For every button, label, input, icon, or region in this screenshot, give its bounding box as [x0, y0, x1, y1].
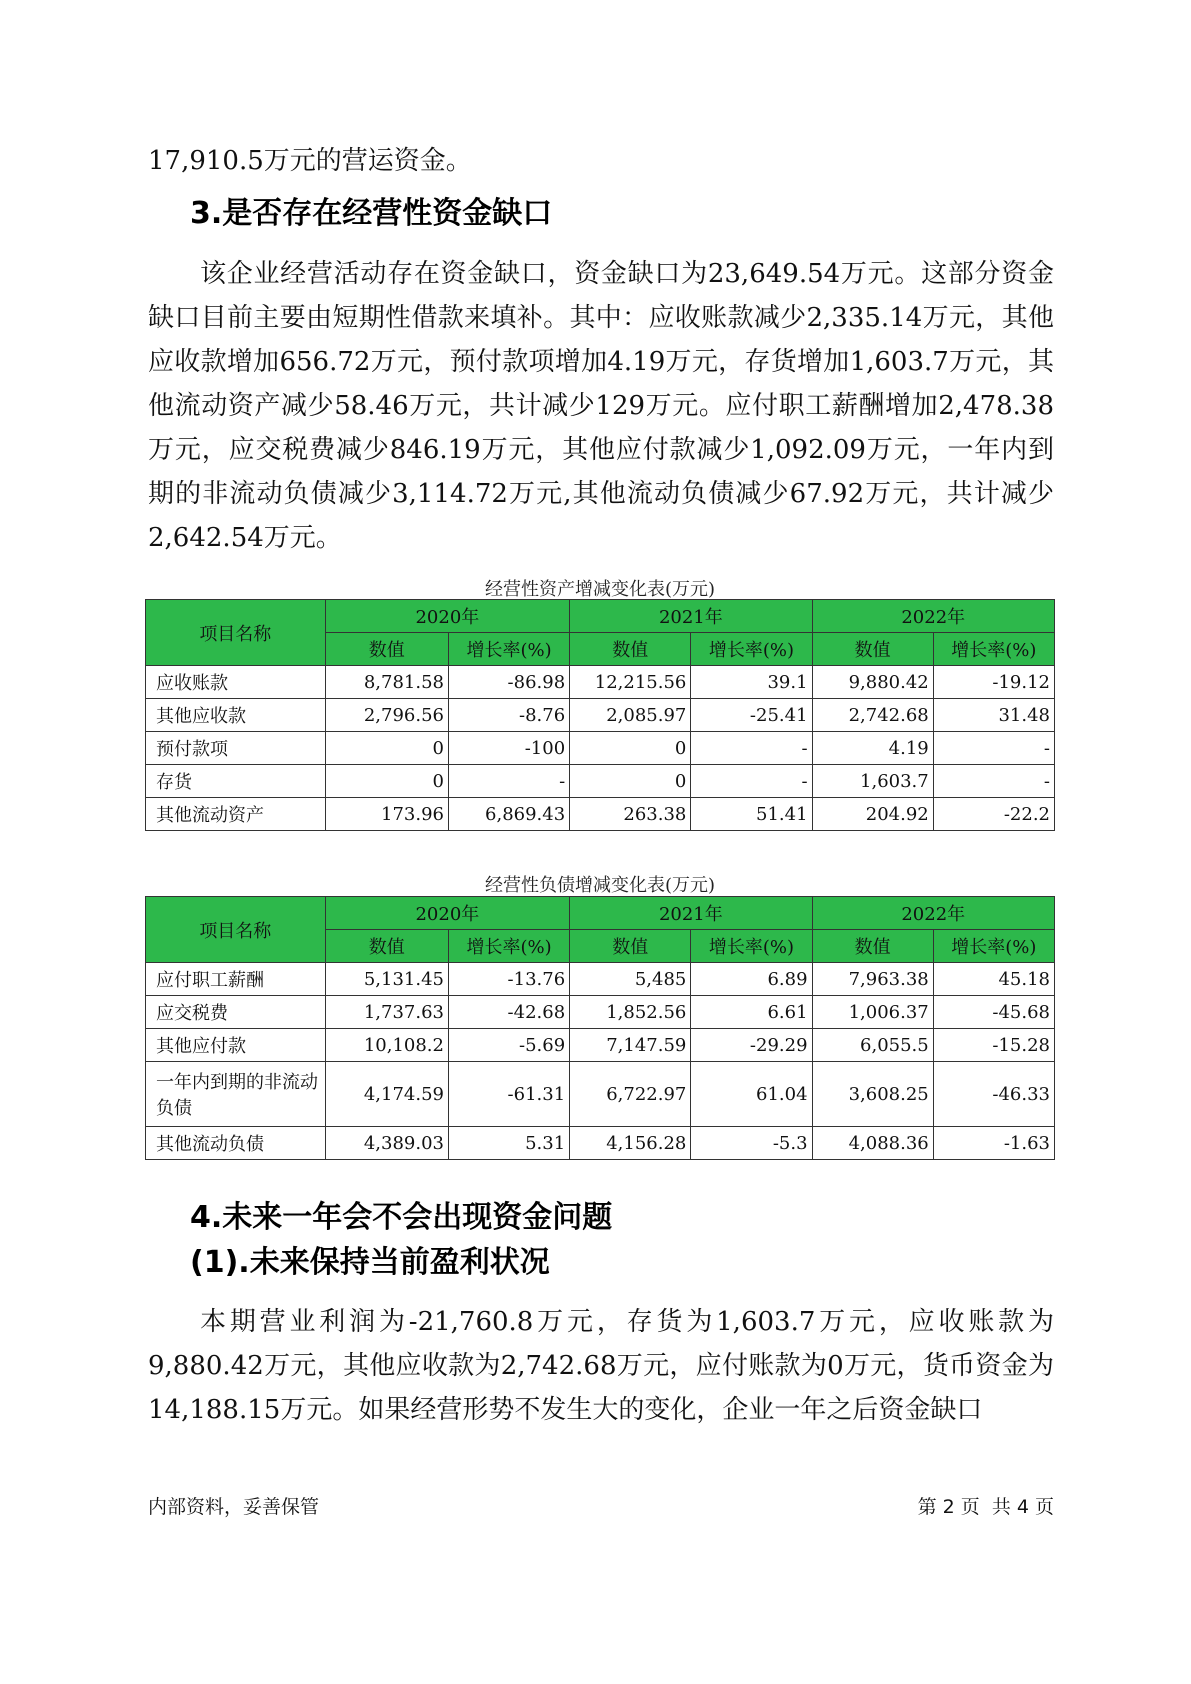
table-row [146, 798, 1055, 831]
table-cell: -61.31 [448, 1062, 569, 1127]
table-cell: -100 [448, 732, 569, 765]
table-cell: 0 [325, 732, 448, 765]
row-name: 其他应付款 [146, 1029, 326, 1062]
year-header: 2022年 [812, 897, 1054, 930]
table-cell: -1.63 [933, 1127, 1054, 1160]
table-row [146, 699, 1055, 732]
table-cell: 7,147.59 [570, 1029, 691, 1062]
growth-subheader: 增长率(%) [448, 633, 569, 666]
table-cell: 6.61 [691, 996, 812, 1029]
table-cell: 2,085.97 [570, 699, 691, 732]
table-cell: 204.92 [812, 798, 933, 831]
table-cell: 7,963.38 [812, 963, 933, 996]
section4-subheading: (1).未来保持当前盈利状况 [190, 1245, 550, 1280]
row-name: 应收账款 [146, 666, 326, 699]
table-cell: - [933, 765, 1054, 798]
assets-table [145, 599, 1055, 831]
name-column-header: 项目名称 [146, 897, 326, 963]
section3-heading: 3.是否存在经营性资金缺口 [190, 196, 553, 231]
table-row [146, 732, 1055, 765]
year-header: 2022年 [812, 600, 1054, 633]
table-row [146, 963, 1055, 996]
row-name: 一年内到期的非流动负债 [146, 1062, 326, 1127]
table-cell: -15.28 [933, 1029, 1054, 1062]
table-cell: 39.1 [691, 666, 812, 699]
table-cell: -13.76 [448, 963, 569, 996]
table-cell: 31.48 [933, 699, 1054, 732]
year-header: 2021年 [570, 897, 812, 930]
table-cell: 4,174.59 [325, 1062, 448, 1127]
table-cell: -86.98 [448, 666, 569, 699]
table-row [146, 1029, 1055, 1062]
table-cell: 8,781.58 [325, 666, 448, 699]
value-subheader: 数值 [812, 633, 933, 666]
table-cell: -19.12 [933, 666, 1054, 699]
table-cell: -22.2 [933, 798, 1054, 831]
table-cell: 45.18 [933, 963, 1054, 996]
liabilities-table-caption: 经营性负债增减变化表(万元) [484, 875, 716, 896]
table-row [146, 666, 1055, 699]
table-cell: 2,742.68 [812, 699, 933, 732]
table-row [146, 1062, 1055, 1127]
table-cell: -8.76 [448, 699, 569, 732]
table-cell: 9,880.42 [812, 666, 933, 699]
table-cell: -5.69 [448, 1029, 569, 1062]
footer-confidential-note: 内部资料，妥善保管 [148, 1496, 320, 1518]
assets-table-caption: 经营性资产增减变化表(万元) [484, 579, 716, 600]
table-cell: -42.68 [448, 996, 569, 1029]
table-cell: 6,869.43 [448, 798, 569, 831]
value-subheader: 数值 [812, 930, 933, 963]
table-cell: 51.41 [691, 798, 812, 831]
row-name: 应交税费 [146, 996, 326, 1029]
row-name: 其他流动资产 [146, 798, 326, 831]
table-cell: 6.89 [691, 963, 812, 996]
table-cell: 61.04 [691, 1062, 812, 1127]
table-cell: -45.68 [933, 996, 1054, 1029]
value-subheader: 数值 [325, 633, 448, 666]
table-cell: 6,722.97 [570, 1062, 691, 1127]
value-subheader: 数值 [570, 633, 691, 666]
table-cell: 0 [570, 765, 691, 798]
table-cell: - [691, 765, 812, 798]
name-column-header: 项目名称 [146, 600, 326, 666]
table-cell: 0 [325, 765, 448, 798]
table-cell: 3,608.25 [812, 1062, 933, 1127]
table-cell: -25.41 [691, 699, 812, 732]
table-cell: 1,603.7 [812, 765, 933, 798]
growth-subheader: 增长率(%) [933, 633, 1054, 666]
table-cell: -29.29 [691, 1029, 812, 1062]
table-row [146, 1127, 1055, 1160]
table-cell: 1,852.56 [570, 996, 691, 1029]
table-cell: 10,108.2 [325, 1029, 448, 1062]
footer-page-number: 第 2 页 共 4 页 [917, 1496, 1054, 1518]
row-name: 其他应收款 [146, 699, 326, 732]
table-cell: - [691, 732, 812, 765]
section4-heading: 4.未来一年会不会出现资金问题 [190, 1200, 613, 1235]
section4-paragraph: 本期营业利润为-21,760.8万元，存货为1,603.7万元，应收账款为9,880.42万元，其他应收款为2,742.68万元，应付账款为0万元，货币资金为14,188.15万元。如果经营形势不发生大的变化，企业一年之后资金缺口 [148, 1307, 1054, 1425]
table-cell: 1,006.37 [812, 996, 933, 1029]
table-cell: 2,796.56 [325, 699, 448, 732]
year-header: 2020年 [325, 897, 570, 930]
row-name: 其他流动负债 [146, 1127, 326, 1160]
section3-paragraph: 该企业经营活动存在资金缺口，资金缺口为23,649.54万元。这部分资金缺口目前主要由短期性借款来填补。其中：应收账款减少2,335.14万元，其他应收款增加656.72万元，预付款项增加4.19万元，存货增加1,603.7万元，其他流动资产减少58.46万元，共计减少129万元。应付职工薪酬增加2,478.38万元，应交税费减少846.19万元，其他应付款减少1,092.09万元，一年内到期的非流动负债减少3,114.72万元,其他流动负债减少67.92万元，共计减少2,642.54万元。 [148, 259, 1054, 553]
liabilities-table [145, 896, 1055, 1160]
row-name: 预付款项 [146, 732, 326, 765]
table-cell: 5.31 [448, 1127, 569, 1160]
table-cell: 5,485 [570, 963, 691, 996]
table-cell: - [448, 765, 569, 798]
table-row [146, 765, 1055, 798]
table-cell: 4,088.36 [812, 1127, 933, 1160]
table-cell: 6,055.5 [812, 1029, 933, 1062]
table-cell: 263.38 [570, 798, 691, 831]
value-subheader: 数值 [325, 930, 448, 963]
table-cell: -5.3 [691, 1127, 812, 1160]
table-cell: 12,215.56 [570, 666, 691, 699]
year-header: 2020年 [325, 600, 570, 633]
growth-subheader: 增长率(%) [933, 930, 1054, 963]
year-header: 2021年 [570, 600, 812, 633]
table-cell: 5,131.45 [325, 963, 448, 996]
intro-line: 17,910.5万元的营运资金。 [148, 146, 472, 176]
table-cell: -46.33 [933, 1062, 1054, 1127]
table-cell: 173.96 [325, 798, 448, 831]
growth-subheader: 增长率(%) [691, 930, 812, 963]
table-cell: - [933, 732, 1054, 765]
table-cell: 1,737.63 [325, 996, 448, 1029]
row-name: 应付职工薪酬 [146, 963, 326, 996]
table-cell: 0 [570, 732, 691, 765]
table-cell: 4,389.03 [325, 1127, 448, 1160]
table-cell: 4,156.28 [570, 1127, 691, 1160]
value-subheader: 数值 [570, 930, 691, 963]
table-cell: 4.19 [812, 732, 933, 765]
table-row [146, 996, 1055, 1029]
growth-subheader: 增长率(%) [448, 930, 569, 963]
growth-subheader: 增长率(%) [691, 633, 812, 666]
row-name: 存货 [146, 765, 326, 798]
